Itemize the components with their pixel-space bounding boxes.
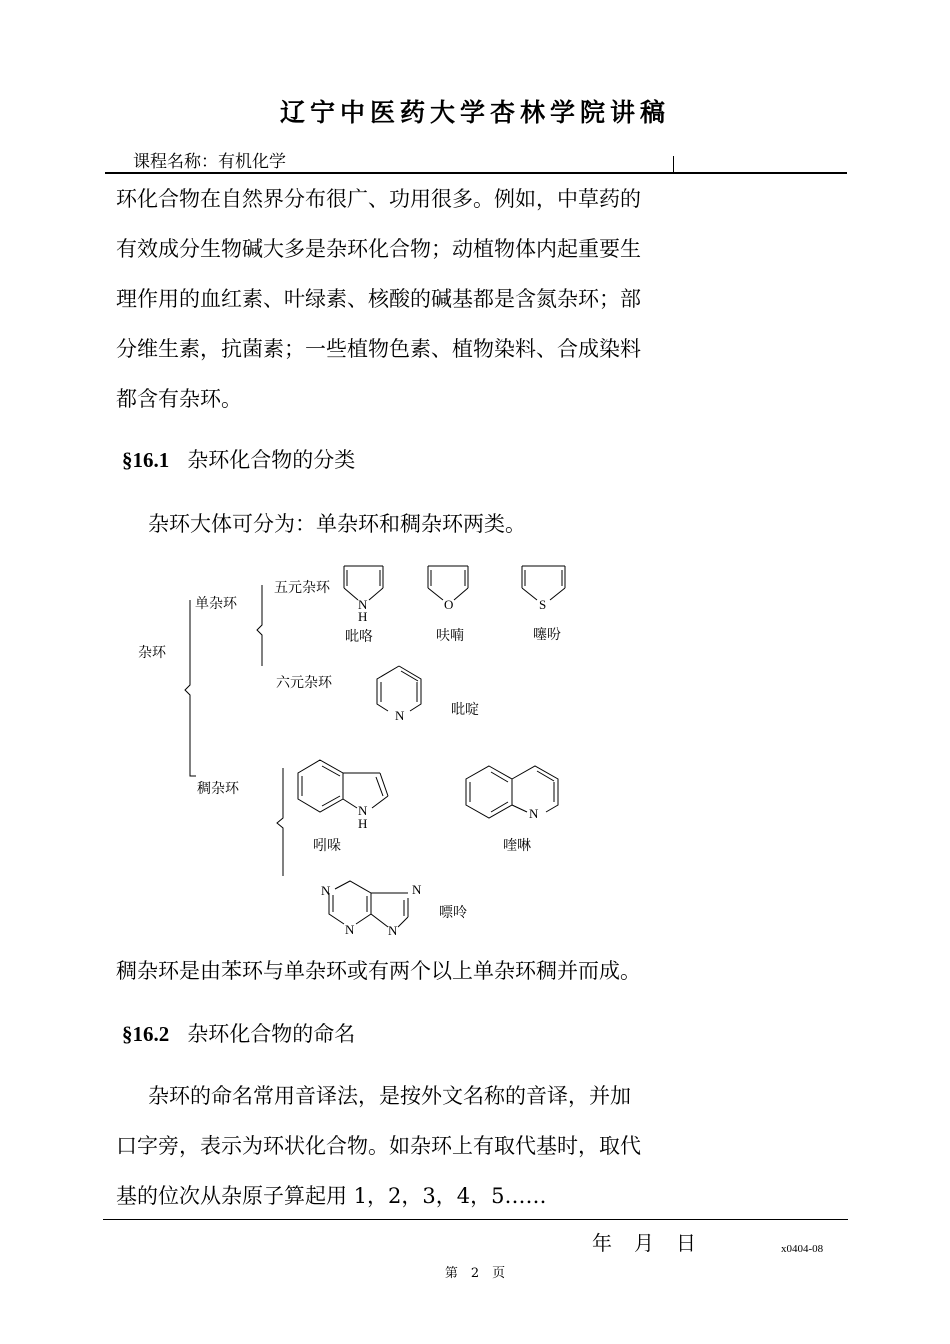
pyrrole-label: 吡咯 [345,629,373,645]
page-number: 第 2 页 [444,1266,506,1281]
five-membered-label: 五元杂环 [274,580,330,596]
header-rule [105,172,847,174]
intro-line-5: 都含有杂环。 [116,387,242,411]
pyrrole-structure [344,566,383,600]
section-title: 杂环化合物的命名 [187,1022,356,1046]
quinoline-n-atom: N [529,806,539,821]
fused-label: 稠杂环 [197,781,239,797]
six-membered-label: 六元杂环 [276,675,332,691]
mono-label: 单杂环 [195,596,237,612]
document-title: 辽宁中医药大学杏林学院讲稿 [279,98,670,127]
root-label: 杂环 [138,645,166,661]
thiophene-label: 噻吩 [533,627,561,643]
quinoline-structure [466,766,558,818]
purine-label: 嘌呤 [439,905,467,921]
footer-rule [103,1219,848,1220]
classification-sentence: 杂环大体可分为：单杂环和稠杂环两类。 [148,512,526,536]
section-number: §16.2 [122,1022,170,1046]
intro-line-4: 分维生素，抗菌素；一些植物色素、植物染料、合成染料 [116,337,641,361]
pyrrole-h-atom: H [358,609,368,624]
heterocycle-classification-diagram [0,550,950,950]
furan-structure [428,566,468,600]
purine-n7-atom: N [412,882,422,897]
section-number: §16.1 [122,448,170,472]
purine-n9-atom: N [388,923,398,938]
thiophene-s-atom: S [539,597,547,612]
pyrrole-n-atom: N [358,597,368,612]
footer-date [592,1227,718,1256]
pyridine-n-atom: N [395,708,405,723]
mono-brace [257,585,262,666]
footer-day: 日 [676,1231,696,1255]
intro-line-2: 有效成分生物碱大多是杂环化合物；动植物体内起重要生 [116,237,641,261]
course-name: 课程名称：有机化学 [133,152,286,172]
fused-brace [277,768,283,876]
header-rule-tick [673,156,674,173]
pyridine-label: 吡啶 [451,702,479,718]
purine-n3-atom: N [345,922,355,937]
indole-label: 吲哚 [313,838,341,854]
purine-n1-atom: N [321,883,331,898]
footer-month: 月 [634,1231,654,1255]
intro-line-1: 环化合物在自然界分布很广、功用很多。例如，中草药的 [116,187,641,211]
pyridine-structure [377,666,421,711]
purine-structure [329,881,408,927]
indole-structure [298,760,388,812]
footer-year: 年 [592,1231,612,1255]
root-brace [185,600,196,776]
thiophene-structure [522,566,565,600]
furan-o-atom: O [444,597,454,612]
naming-line-3: 基的位次从杂原子算起用 1，2，3，4，5…… [116,1184,547,1208]
naming-line-2: 口字旁，表示为环状化合物。如杂环上有取代基时，取代 [116,1134,641,1158]
section-title: 杂环化合物的分类 [187,448,356,472]
naming-line-1: 杂环的命名常用音译法，是按外文名称的音译，并加 [148,1084,631,1108]
indole-h-atom: H [358,816,368,831]
fused-definition-sentence: 稠杂环是由苯环与单杂环或有两个以上单杂环稠并而成。 [116,959,641,983]
section-heading-16-1 [122,444,355,474]
intro-line-3: 理作用的血红素、叶绿素、核酸的碱基都是含氮杂环；部 [116,287,641,311]
quinoline-label: 喹啉 [503,838,531,854]
furan-label: 呋喃 [436,628,464,644]
section-heading-16-2 [122,1018,355,1048]
indole-n-atom: N [358,803,368,818]
footer-code: x0404-08 [781,1243,824,1255]
